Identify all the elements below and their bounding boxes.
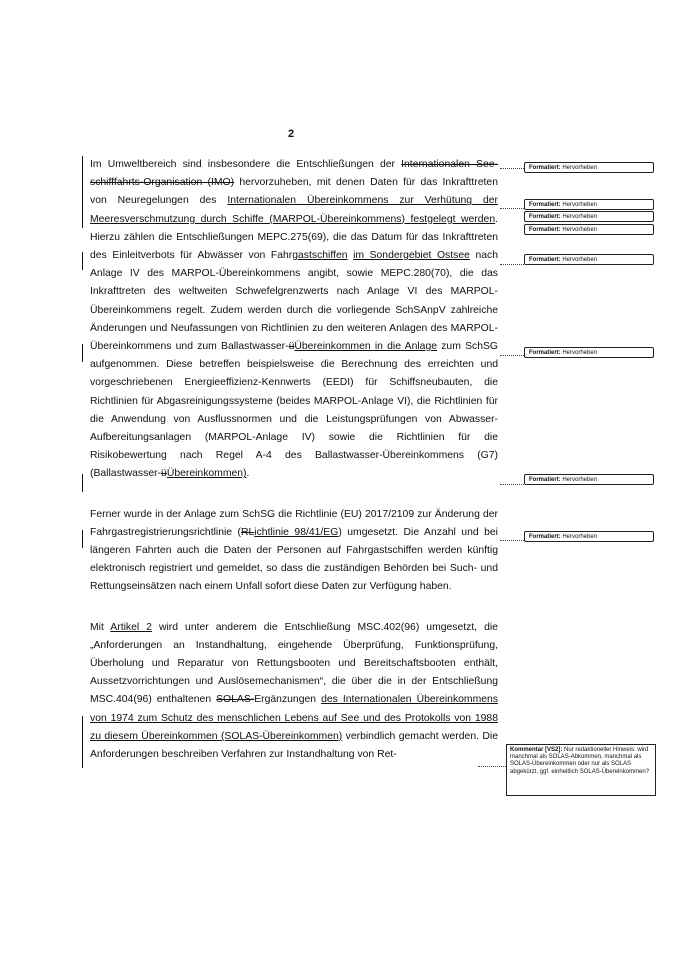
- inserted-text: des Internationalen Übereinkommens von 1974 zum Schutz des menschlichen Lebens auf See und des Protokolls von 1988 zu diesem Übereinkommen (SOLAS-Übereinkommen): [90, 694, 498, 742]
- inserted-text: Internationalen Übereinkommens zur Verhütung der Meeresverschmutzung durch Schiffe (MARPOL-Übereinkommens) festgelegt werden: [90, 195, 498, 225]
- inserted-text: im Sondergebiet Ostsee: [353, 250, 470, 262]
- comment-balloon[interactable]: Kommentar [VS2]: Nur redaktioneller Hinweis: wird manchmal als SOLAS-Abkommen, manchmal als SOLAS-Übereinkommen oder nur als SOLAS abgekürzt, ggf. einheitlich SOLAS-Übereinkommen?: [506, 744, 656, 796]
- page-number: 2: [288, 128, 295, 140]
- leader-line: [478, 766, 506, 767]
- deleted-text: Internationalen See-schifffahrts-Organisation (IMO): [90, 159, 498, 189]
- inserted-text: ichtlinie 98/41/EG: [254, 526, 339, 538]
- format-change-balloon[interactable]: Formatiert: Hervorheben: [524, 347, 654, 358]
- inserted-text: Übereinkommen): [166, 468, 247, 480]
- inserted-text: gastschiffen: [292, 250, 348, 262]
- deleted-text: ü: [288, 341, 295, 353]
- inserted-text: Übereinkommen in die Anlage: [294, 341, 438, 353]
- change-bar: [82, 530, 83, 548]
- format-change-balloon[interactable]: Formatiert: Hervorheben: [524, 224, 654, 235]
- deleted-text: RL: [241, 526, 255, 538]
- inserted-text: Artikel 2: [110, 621, 152, 633]
- paragraph-environment: Im Umweltbereich sind insbesondere die Entschließungen der Internationalen See-schifffahrts-Organisation (IMO) hervorzuheben, mit denen Daten für das Inkrafttreten von Neuregelungen des Internationalen Übereinkommens zur Verhütung der Meeresverschmutzung durch Schiffe (MARPOL-Übereinkommens) festgelegt werden. Hierzu zählen die Entschließungen MEPC.275(69), die das Datum für das Inkrafttreten des Einleitverbots für Abwässer von Fahrgastschiffen im Sondergebiet Ostsee nach Anlage IV des MARPOL-Übereinkommens angibt, sowie MEPC.280(70), die das Inkrafttreten des weltweiten Schwefelgrenzwerts nach Anlage VI des MARPOL-Übereinkommens regelt. Zudem werden durch die vorliegende SchSAnpV zahlreiche Änderungen und Neufassungen von Richtlinien zu den weiteren Anlagen des MARPOL-Übereinkommens und zum Ballastwasser-üÜbereinkommen in die Anlage zum SchSG aufgenommen. Diese betreffen beispielsweise die Berechnung des erreichten und vorgeschriebenen Energieeffizienz-Kennwerts (EEDI) für Schiffsneubauten, die Richtlinien für Abgasreinigungssysteme (beides MARPOL-Anlage VI), die Richtlinien für die Anwendung von Ausflussnormen und die Leistungsprüfungen von Abwasser-Aufbereitungsanlagen (MARPOL-Anlage IV) sowie die Richtlinien für die Risikobewertung nach Regel A-4 des Ballastwasser-Übereinkommens (G7) (Ballastwasser-üÜbereinkommen).: [90, 159, 498, 480]
- deleted-text: SOLAS-: [216, 694, 255, 706]
- document-body: [90, 156, 498, 786]
- leader-line: [500, 540, 524, 541]
- leader-line: [500, 168, 524, 169]
- change-bar: [82, 716, 83, 768]
- format-change-balloon[interactable]: Formatiert: Hervorheben: [524, 474, 654, 485]
- paragraph-article-2: Mit Artikel 2 wird unter anderem die Entschließung MSC.402(96) umgesetzt, die „Anforderungen an Instandhaltung, eingehende Überprüfung, Funktionsprüfung, Überholung und Reparatur von Rettungsbooten und Bereitschaftsbooten enthält, Aussetzvorrichtungen und Auslösemechanismen“, die über die in der Entschließung MSC.404(96) enthaltenen SOLAS-Ergänzungen des Internationalen Übereinkommens von 1974 zum Schutz des menschlichen Lebens auf See und des Protokolls von 1988 zu diesem Übereinkommen (SOLAS-Übereinkommen) verbindlich gemacht werden. Die Anforderungen beschreiben Verfahren zur Instandhaltung von Ret-: [90, 621, 498, 761]
- change-bar: [82, 252, 83, 270]
- leader-line: [500, 264, 524, 265]
- format-change-balloon[interactable]: Formatiert: Hervorheben: [524, 531, 654, 542]
- deleted-text: ü: [161, 468, 167, 480]
- format-change-balloon[interactable]: Formatiert: Hervorheben: [524, 254, 654, 265]
- leader-line: [500, 208, 524, 209]
- leader-line: [500, 484, 524, 485]
- format-change-balloon[interactable]: Formatiert: Hervorheben: [524, 199, 654, 210]
- change-bar: [82, 344, 83, 362]
- format-change-balloon[interactable]: Formatiert: Hervorheben: [524, 162, 654, 173]
- change-bar: [82, 474, 83, 492]
- change-bar: [82, 156, 83, 228]
- leader-line: [500, 355, 524, 356]
- format-change-balloon[interactable]: Formatiert: Hervorheben: [524, 211, 654, 222]
- paragraph-passenger-registration: Ferner wurde in der Anlage zum SchSG die Richtlinie (EU) 2017/2109 zur Änderung der Fahrgastregistrierungsrichtlinie (RLichtlinie 98/41/EG) umgesetzt. Die Anzahl und bei längeren Fahrten auch die Daten der Personen auf Fahrgastschiffen werden künftig elektronisch registriert und gemeldet, so dass die zuständigen Behörden bei Such- und Rettungseinsätzen nach einem Unfall sofort diese Daten zur Verfügung haben.: [90, 508, 498, 593]
